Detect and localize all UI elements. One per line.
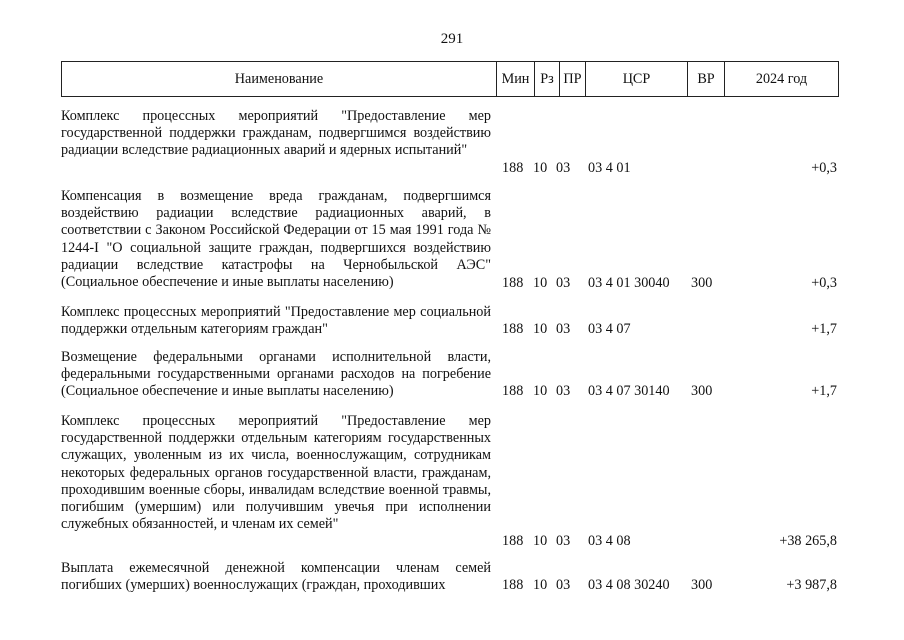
table-header	[61, 61, 839, 97]
row-name: Компенсация в возмещение вреда гражданам, подвергшимся воздействию радиации вследствие радиационных аварий, в соответствии с Законом Российской Федерации от 15 мая 1991 года № 1244-I "О социальной защите граждан, подвергшихся воздействию радиации вследствие катастрофы на Чернобыльской АЭС" (Социальное обеспечение и иные выплаты населению)	[61, 188, 491, 291]
row-pr: 03	[556, 533, 571, 549]
row-pr: 03	[556, 160, 571, 176]
row-rz: 10	[533, 321, 548, 337]
row-name: Выплата ежемесячной денежной компенсации членам семей погибших (умерших) военнослужащих (граждан, проходивших	[61, 560, 491, 594]
column-header-csr: ЦСР	[585, 62, 687, 96]
row-value: +3 987,8	[786, 577, 837, 593]
row-pr: 03	[556, 383, 571, 399]
row-min: 188	[502, 383, 524, 399]
column-header-year: 2024 год	[724, 62, 838, 96]
row-value: +1,7	[811, 321, 837, 337]
row-rz: 10	[533, 533, 548, 549]
row-pr: 03	[556, 577, 571, 593]
row-name: Возмещение федеральными органами исполнительной власти, федеральными государственными органами расходов на погребение (Социальное обеспечение и иные выплаты населению)	[61, 349, 491, 400]
row-vr: 300	[691, 383, 713, 399]
row-name: Комплекс процессных мероприятий "Предоставление мер государственной поддержки отдельным категориям государственных служащих, уволенным из их числа, военнослужащим, сотрудникам некоторых федеральных органов государственной власти, гражданам, проходившим военные сборы, инвалидам вследствие военной травмы, погибшим (умершим) или получившим увечья при исполнении служебных обязанностей, и членам их семей"	[61, 413, 491, 533]
row-value: +1,7	[811, 383, 837, 399]
column-header-name: Наименование	[234, 71, 324, 87]
row-csr: 03 4 07 30140	[588, 383, 670, 399]
row-name: Комплекс процессных мероприятий "Предоставление мер социальной поддержки отдельным категориям граждан"	[61, 304, 491, 338]
row-min: 188	[502, 321, 524, 337]
row-rz: 10	[533, 577, 548, 593]
row-csr: 03 4 01	[588, 160, 631, 176]
row-csr: 03 4 08 30240	[588, 577, 670, 593]
row-csr: 03 4 08	[588, 533, 631, 549]
row-pr: 03	[556, 275, 571, 291]
row-value: +38 265,8	[779, 533, 837, 549]
row-csr: 03 4 07	[588, 321, 631, 337]
row-min: 188	[502, 275, 524, 291]
column-header-min: Мин	[496, 62, 534, 96]
row-vr: 300	[691, 577, 713, 593]
row-csr: 03 4 01 30040	[588, 275, 670, 291]
row-name: Комплекс процессных мероприятий "Предоставление мер государственной поддержки гражданам, подвергшимся воздействию радиации вследствие радиационных аварий и ядерных испытаний"	[61, 108, 491, 159]
column-header-rz: Рз	[534, 62, 559, 96]
row-value: +0,3	[811, 275, 837, 291]
row-rz: 10	[533, 275, 548, 291]
column-header-vr: ВР	[687, 62, 724, 96]
row-min: 188	[502, 533, 524, 549]
row-value: +0,3	[811, 160, 837, 176]
column-header-pr: ПР	[559, 62, 585, 96]
page-number: 291	[440, 31, 464, 47]
row-min: 188	[502, 160, 524, 176]
row-min: 188	[502, 577, 524, 593]
row-rz: 10	[533, 383, 548, 399]
row-vr: 300	[691, 275, 713, 291]
row-rz: 10	[533, 160, 548, 176]
row-pr: 03	[556, 321, 571, 337]
